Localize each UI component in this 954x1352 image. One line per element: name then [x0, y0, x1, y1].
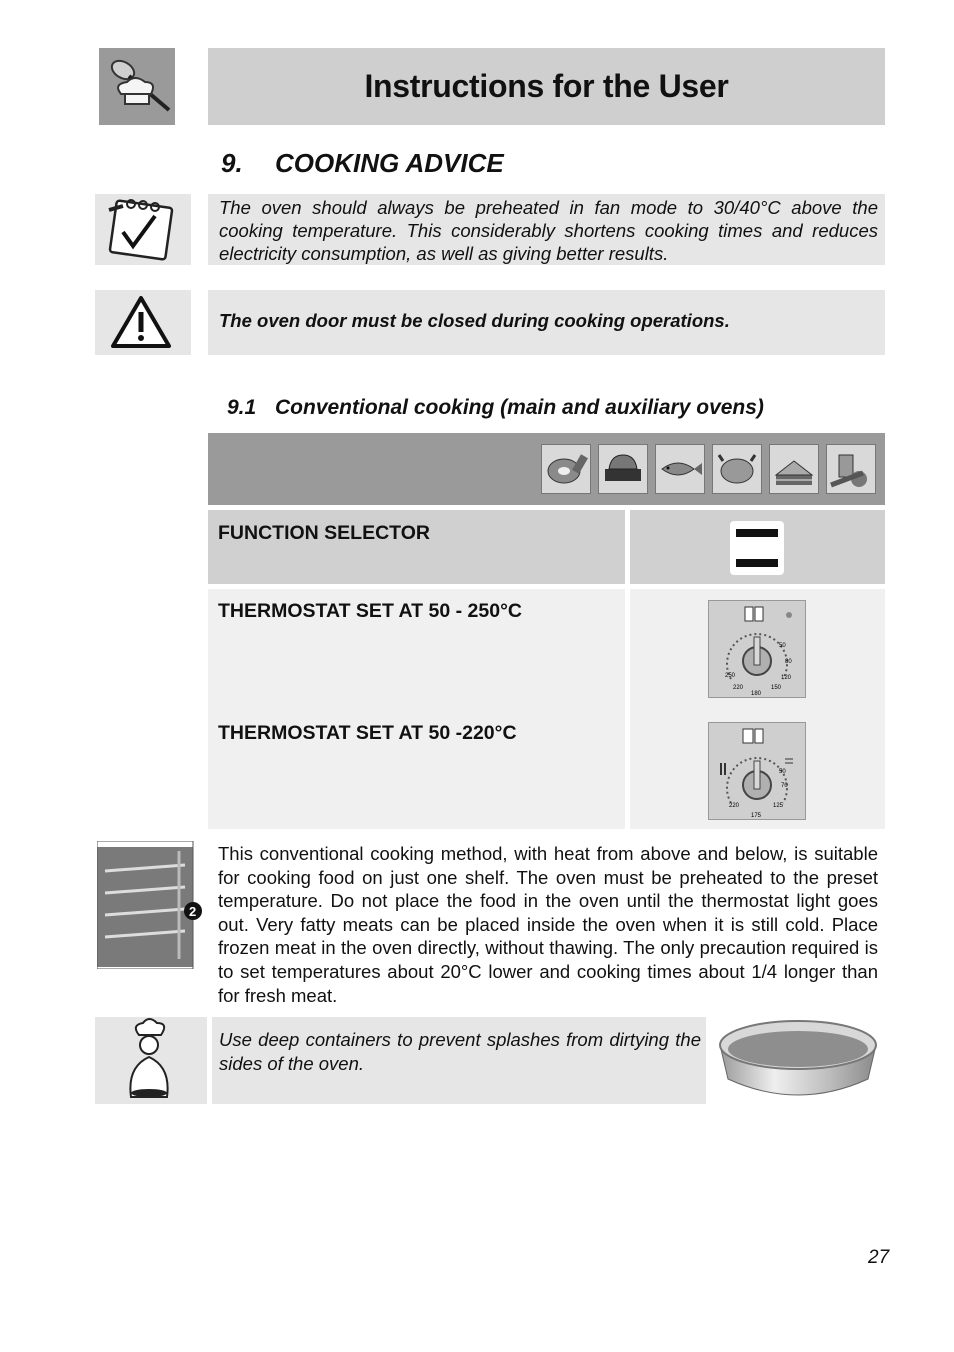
thermostat-label-cell: [208, 589, 625, 829]
bread-icon: [598, 444, 648, 494]
thermostat-1-label: THERMOSTAT SET AT 50 - 250°C: [218, 600, 522, 622]
chef-icon-cell: [95, 1017, 207, 1104]
top-heat-bar: [736, 529, 778, 537]
dial-label: 125: [773, 803, 784, 809]
subsection-number: 9.1: [227, 396, 257, 419]
section-title-text: COOKING ADVICE: [275, 148, 504, 178]
section-title: [221, 148, 504, 179]
header-bar: [208, 48, 885, 125]
thermostat-knob-250-icon: [708, 600, 806, 698]
note-text: The oven should always be preheated in fan mode to 30/40°C above the cooking temperature. This considerably shortens cooking times and reduces electricity consumption, as well as giving better results.: [219, 197, 878, 264]
shelf-number-badge: 2: [189, 904, 197, 919]
dial-label: 120: [781, 675, 792, 681]
tip-text: Use deep containers to prevent splashes from dirtying the sides of the oven.: [219, 1029, 701, 1074]
section-number: 9.: [221, 148, 243, 178]
conventional-cooking-text: This conventional cooking method, with heat from above and below, is suitable for cooking food on just one shelf. The oven must be preheated to the preset temperature. Do not place the food in the oven until the thermostat light goes out. Very fatty meats can be placed inside the oven when it is still cold. Place frozen meat in the oven directly, without thawing. The only precaution required is to set temperatures about 20°C lower and cooking times about 1/4 longer than for fresh meat.: [218, 843, 878, 1006]
thermostat-knob-220-icon: [708, 722, 806, 820]
subsection-title-text: Conventional cooking (main and auxiliary ovens): [275, 396, 764, 419]
notes-icon-cell: [95, 194, 191, 265]
dial-label: 150: [771, 685, 782, 691]
warning-icon-cell: [95, 290, 191, 355]
dial-label: 80: [785, 659, 792, 665]
chef-icon: [95, 1017, 207, 1104]
dial-label: 180: [751, 691, 762, 697]
subsection-title: [227, 396, 764, 420]
vegetables-icon: [826, 444, 876, 494]
dial-label: 70: [781, 783, 788, 789]
dial-label: 50: [779, 769, 786, 775]
page-number: 27: [868, 1247, 890, 1268]
warning-triangle-icon: [95, 290, 191, 355]
warning-text: The oven door must be closed during cooking operations.: [219, 310, 730, 331]
notepad-check-icon: [95, 194, 191, 265]
dial-label: 220: [729, 803, 740, 809]
cake-icon: [769, 444, 819, 494]
function-selector-label: FUNCTION SELECTOR: [218, 522, 430, 544]
ham-icon: [541, 444, 591, 494]
bottom-heat-bar: [736, 559, 778, 567]
header-logo: [99, 48, 175, 125]
fish-icon: [655, 444, 705, 494]
thermostat-2-label: THERMOSTAT SET AT 50 -220°C: [218, 722, 517, 744]
dial-label: 220: [733, 685, 744, 691]
dial-label: 250: [725, 673, 736, 679]
oven-shelf-illustration: [97, 841, 203, 969]
deep-pan-icon: [714, 1015, 882, 1103]
top-bottom-heat-icon: [730, 521, 784, 575]
roast-chicken-icon: [712, 444, 762, 494]
header-title: Instructions for the User: [364, 68, 729, 104]
dial-label: 50: [779, 643, 786, 649]
dial-label: 175: [751, 813, 762, 819]
spoon-chef-hat-icon: [99, 48, 175, 125]
